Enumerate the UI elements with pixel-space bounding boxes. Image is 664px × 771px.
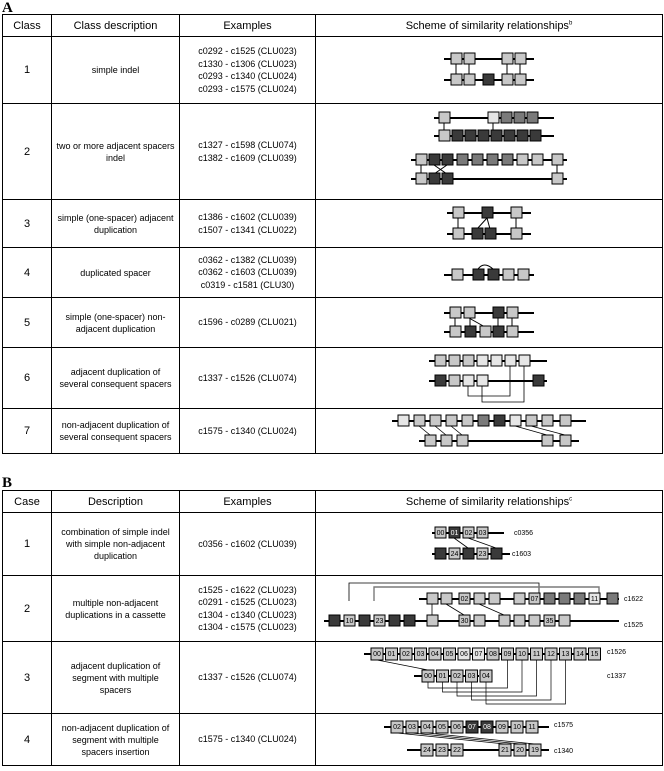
case-number: 2 xyxy=(3,576,52,642)
case-description: adjacent duplication of segment with multiple spacers xyxy=(52,642,180,714)
spacer-label: 11 xyxy=(528,723,536,731)
svg-text:02: 02 xyxy=(464,530,473,537)
svg-text:35: 35 xyxy=(545,617,554,625)
table-row xyxy=(3,37,663,104)
spacer-label: 03 xyxy=(416,650,425,658)
scheme-diagram xyxy=(316,576,663,642)
scheme-diagram xyxy=(316,298,663,348)
spacer-label: 20 xyxy=(516,746,524,754)
svg-text:c1603: c1603 xyxy=(512,551,532,558)
table-row xyxy=(3,642,663,714)
spacer-label: 22 xyxy=(453,746,461,754)
spacer-label: 05 xyxy=(445,650,454,658)
table-row xyxy=(3,104,663,200)
examples: c1337 - c1526 (CLU074) xyxy=(180,642,316,714)
svg-text:02: 02 xyxy=(460,595,469,603)
svg-text:11: 11 xyxy=(590,595,599,603)
header-examples: Examples xyxy=(180,15,316,37)
spacer-label: 05 xyxy=(438,723,446,731)
examples: c1575 - c1340 (CLU024) xyxy=(180,714,316,766)
spacer-label: 08 xyxy=(483,723,491,731)
header-scheme: Scheme of similarity relationships$^b$ xyxy=(316,15,663,37)
spacer-label: 09 xyxy=(503,650,512,658)
class-number: 4 xyxy=(3,248,52,298)
class-number: 5 xyxy=(3,298,52,348)
spacer-label: 07 xyxy=(468,723,476,731)
panel-a-table xyxy=(2,14,663,454)
scheme-diagram xyxy=(316,37,663,104)
scheme-diagram xyxy=(316,248,663,298)
class-number: 6 xyxy=(3,348,52,409)
spacer-label: 02 xyxy=(393,723,401,731)
spacer-label: 03 xyxy=(408,723,416,731)
spacer-label: 01 xyxy=(438,672,447,680)
table-row xyxy=(3,576,663,642)
spacer-label: 07 xyxy=(474,650,483,658)
scheme-diagram xyxy=(316,348,663,409)
duplication-link xyxy=(412,733,520,744)
spacer-label: 23 xyxy=(438,746,446,754)
svg-text:03: 03 xyxy=(478,530,487,537)
class-description: simple indel xyxy=(52,37,180,104)
class-description: two or more adjacent spacers indel xyxy=(52,104,180,200)
examples: c1327 - c1598 (CLU074) c1382 - c1609 (CLU039) xyxy=(180,104,316,200)
case-description: non-adjacent duplication of segment with multiple spacers insertion xyxy=(52,714,180,766)
spacer-label: 19 xyxy=(531,746,539,754)
header-examples: Examples xyxy=(180,491,316,513)
table-row xyxy=(3,298,663,348)
svg-text:01: 01 xyxy=(450,530,459,537)
class-number: 2 xyxy=(3,104,52,200)
spacer-label: 00 xyxy=(373,650,381,658)
class-number: 1 xyxy=(3,37,52,104)
spacer-label: 11 xyxy=(532,650,541,658)
scheme-diagram xyxy=(316,200,663,248)
scheme-diagram xyxy=(316,409,663,454)
examples: c1575 - c1340 (CLU024) xyxy=(180,409,316,454)
spacer-label: 15 xyxy=(590,650,599,658)
spacer-label: 10 xyxy=(518,650,526,658)
svg-text:c1337: c1337 xyxy=(607,672,627,680)
examples: c1525 - c1622 (CLU023) c0291 - c1525 (CLU023) c1304 - c1340 (CLU023) c1304 - c1575 (CLU023) xyxy=(180,576,316,642)
svg-text:24: 24 xyxy=(450,551,459,558)
scheme-diagram xyxy=(316,714,663,766)
spacer-label: 14 xyxy=(576,650,584,658)
header-case: Case xyxy=(3,491,52,513)
spacer-label: 13 xyxy=(561,650,570,658)
duplication-link xyxy=(397,733,505,744)
svg-text:c1525: c1525 xyxy=(624,621,644,629)
svg-text:00: 00 xyxy=(436,530,445,537)
svg-text:c1575: c1575 xyxy=(554,721,574,729)
spacer-label: 04 xyxy=(482,672,490,680)
panel-a-letter: A xyxy=(2,0,13,16)
examples: c1596 - c0289 (CLU021) xyxy=(180,298,316,348)
spacer-label: 24 xyxy=(423,746,431,754)
duplication-link xyxy=(486,660,566,704)
duplication-link xyxy=(377,660,428,670)
class-description: duplicated spacer xyxy=(52,248,180,298)
spacer-label: 12 xyxy=(547,650,555,658)
case-number: 3 xyxy=(3,642,52,714)
spacer-label: 21 xyxy=(501,746,509,754)
spacer-label: 09 xyxy=(498,723,506,731)
svg-text:10: 10 xyxy=(345,617,354,625)
spacer-label: 02 xyxy=(402,650,410,658)
examples: c1386 - c1602 (CLU039) c1507 - c1341 (CLU022) xyxy=(180,200,316,248)
examples: c0362 - c1382 (CLU039) c0362 - c1603 (CLU039) c0319 - c1581 (CLU30) xyxy=(180,248,316,298)
panel-b-table xyxy=(2,490,663,766)
svg-text:c1526: c1526 xyxy=(607,648,627,656)
header-class-description: Class description xyxy=(52,15,180,37)
scheme-diagram xyxy=(316,513,663,576)
svg-text:c0356: c0356 xyxy=(514,530,534,537)
case-number: 4 xyxy=(3,714,52,766)
table-row xyxy=(3,513,663,576)
spacer-label: 00 xyxy=(424,672,432,680)
case-description: combination of simple indel with simple non-adjacent duplication xyxy=(52,513,180,576)
scheme-diagram xyxy=(316,104,663,200)
class-number: 7 xyxy=(3,409,52,454)
spacer-label: 04 xyxy=(423,723,431,731)
examples: c0292 - c1525 (CLU023) c1330 - c1306 (CLU023) c0293 - c1340 (CLU024) c0293 - c1575 (CLU024) xyxy=(180,37,316,104)
class-number: 3 xyxy=(3,200,52,248)
table-row xyxy=(3,200,663,248)
case-number: 1 xyxy=(3,513,52,576)
spacer-label: 02 xyxy=(453,672,461,680)
examples: c0356 - c1602 (CLU039) xyxy=(180,513,316,576)
examples: c1337 - c1526 (CLU074) xyxy=(180,348,316,409)
spacer-label: 04 xyxy=(431,650,439,658)
spacer-label: 06 xyxy=(453,723,461,731)
svg-text:c1340: c1340 xyxy=(554,747,574,755)
svg-text:c1622: c1622 xyxy=(624,595,644,603)
class-description: simple (one-spacer) non-adjacent duplication xyxy=(52,298,180,348)
svg-text:23: 23 xyxy=(375,617,384,625)
spacer-label: 01 xyxy=(387,650,396,658)
spacer-label: 03 xyxy=(467,672,476,680)
header-class: Class xyxy=(3,15,52,37)
table-row xyxy=(3,409,663,454)
table-row xyxy=(3,714,663,766)
case-description: multiple non-adjacent duplications in a cassette xyxy=(52,576,180,642)
panel-b-letter: B xyxy=(2,475,13,491)
class-description: non-adjacent duplication of several consequent spacers xyxy=(52,409,180,454)
table-row xyxy=(3,248,663,298)
svg-text:30: 30 xyxy=(460,617,469,625)
spacer-label: 06 xyxy=(460,650,468,658)
spacer-label: 08 xyxy=(489,650,497,658)
scheme-diagram xyxy=(316,642,663,714)
class-description: simple (one-spacer) adjacent duplication xyxy=(52,200,180,248)
svg-text:07: 07 xyxy=(530,595,539,603)
spacer-label: 10 xyxy=(513,723,521,731)
table-row xyxy=(3,348,663,409)
header-scheme: Scheme of similarity relationships$^c$ xyxy=(316,491,663,513)
duplication-link xyxy=(427,733,535,744)
svg-text:23: 23 xyxy=(478,551,487,558)
class-description: adjacent duplication of several consequent spacers xyxy=(52,348,180,409)
header-description: Description xyxy=(52,491,180,513)
